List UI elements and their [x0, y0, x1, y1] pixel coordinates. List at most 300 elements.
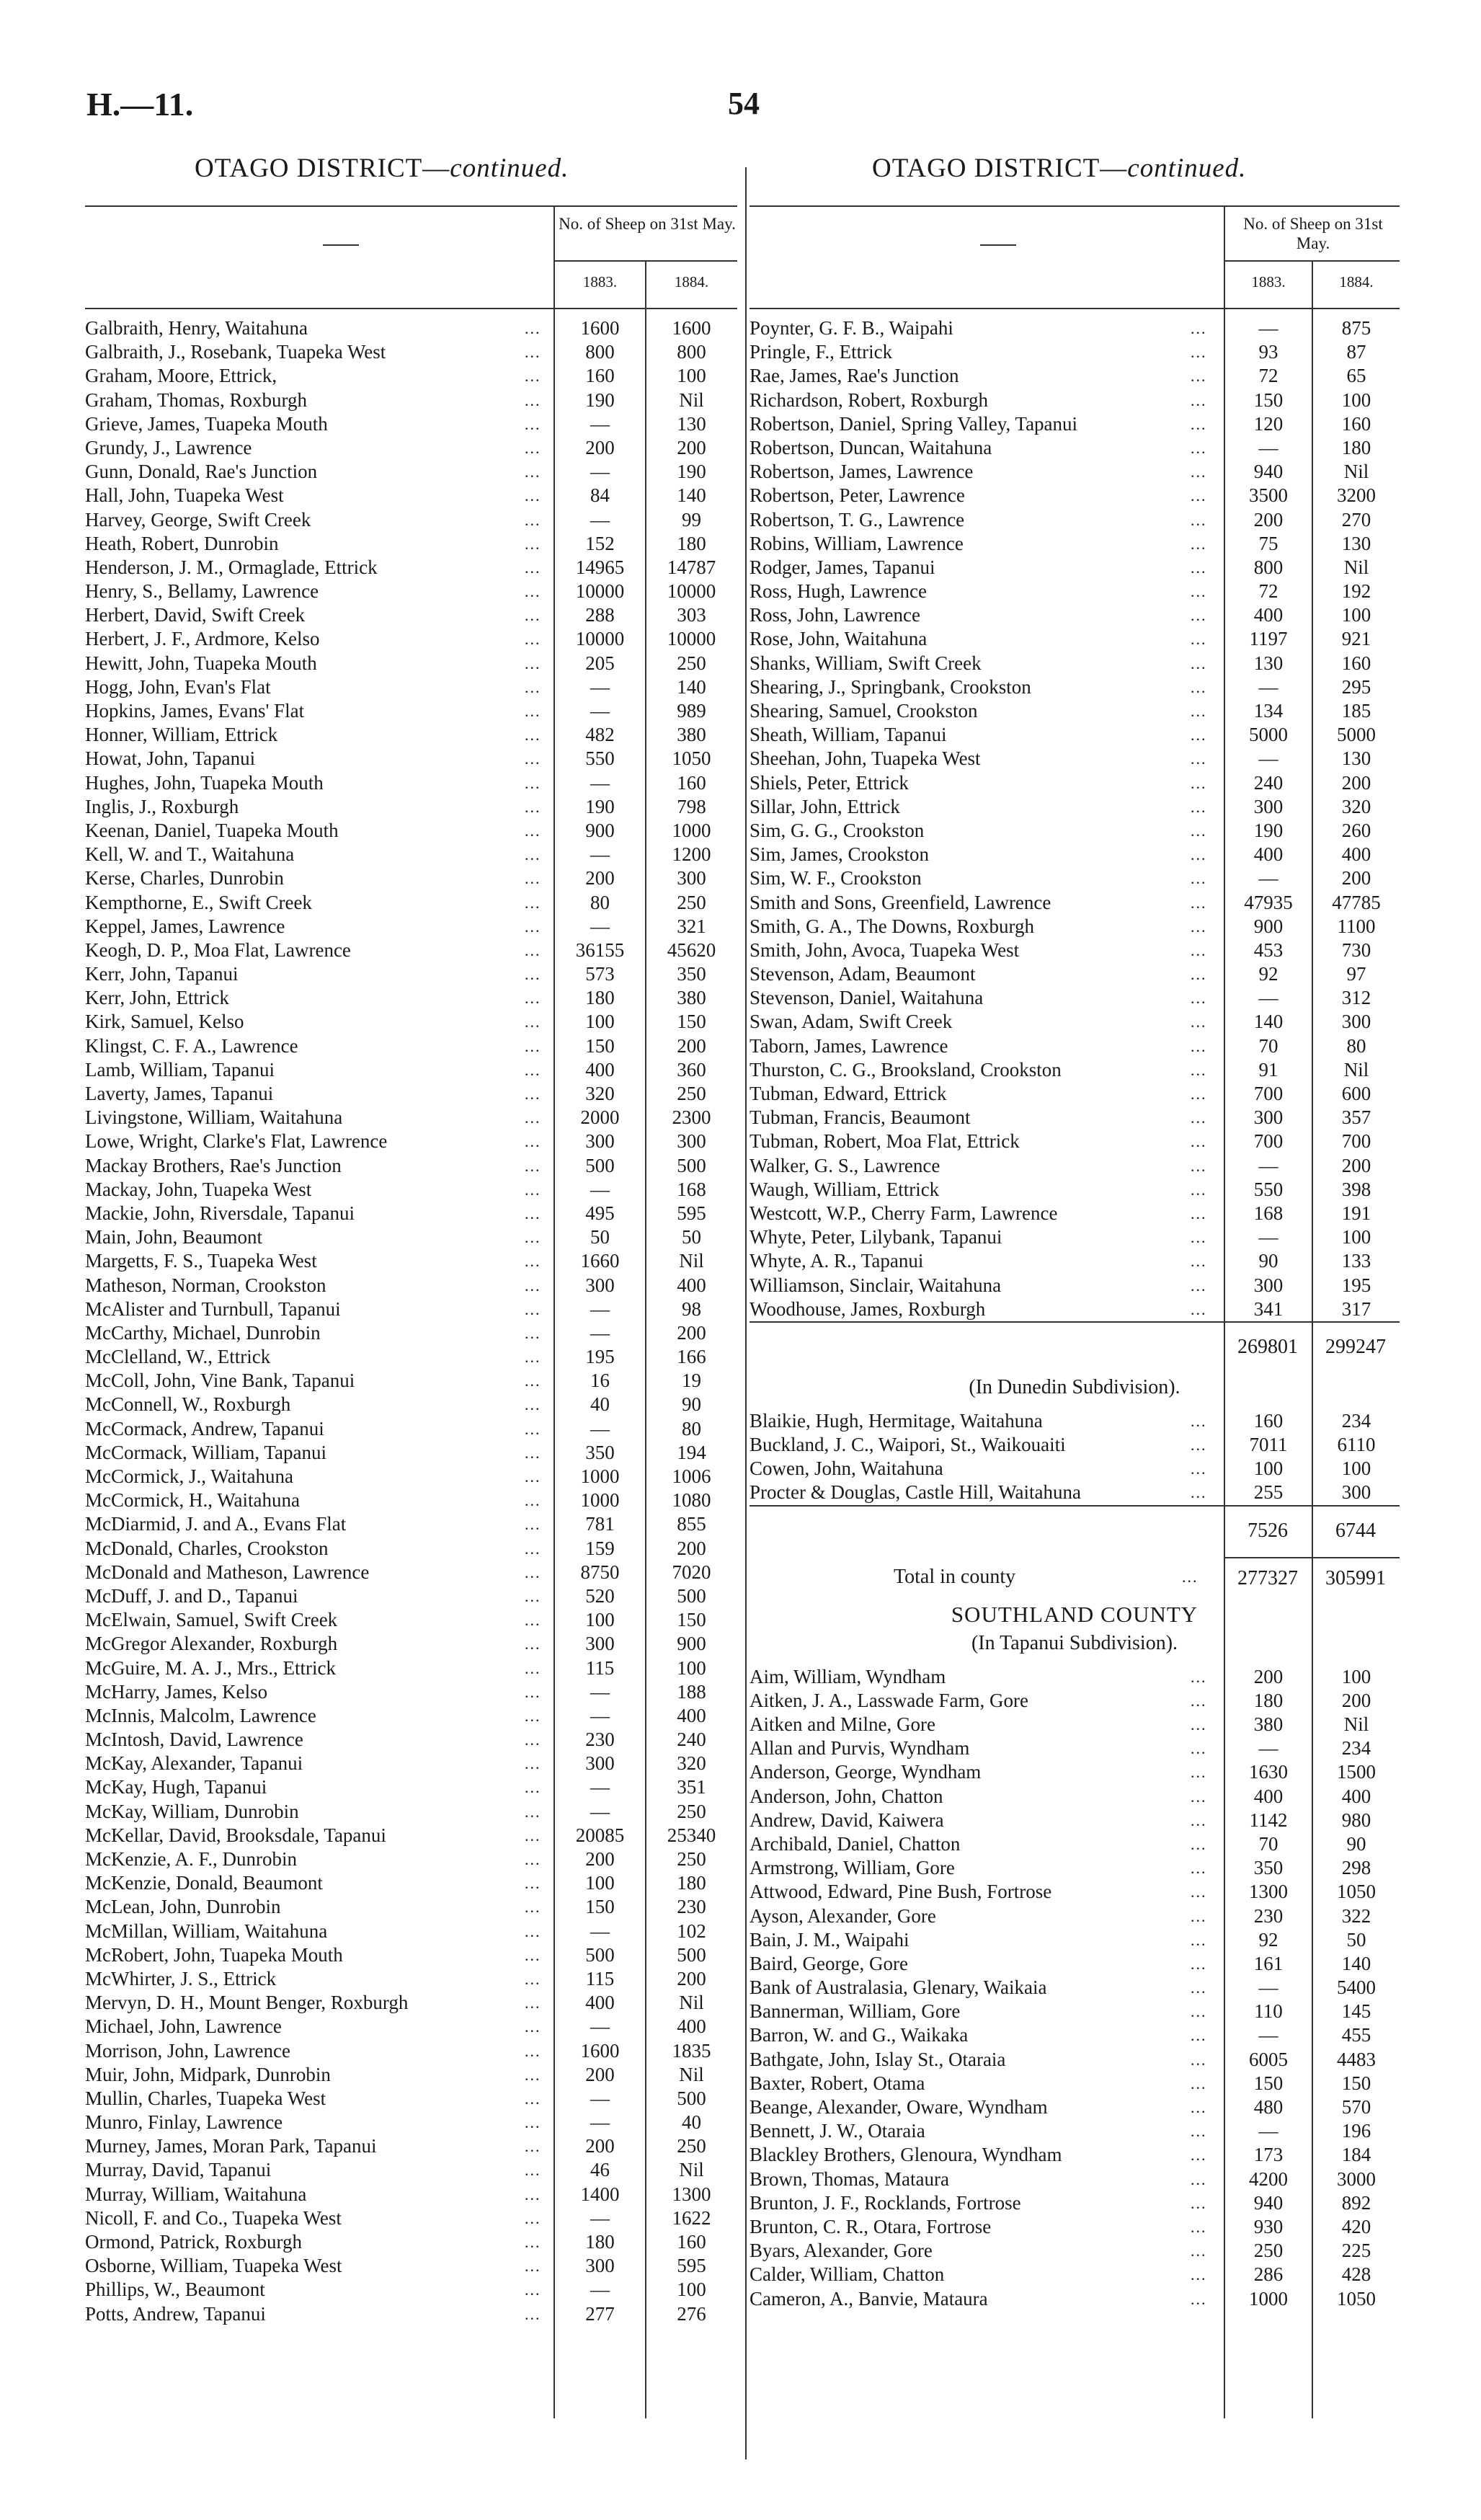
sheep-1883: —	[590, 2279, 610, 2301]
leader-dots: ...	[1191, 558, 1207, 577]
sheep-1884: 200	[677, 1967, 706, 1989]
sheep-1883: 300	[585, 1274, 615, 1296]
table-row	[750, 2239, 1400, 2263]
owner-name: Robertson, Duncan, Waitahuna	[750, 436, 992, 458]
sheep-1883: 1300	[1249, 1881, 1288, 1903]
sheep-1883: 140	[1253, 1011, 1284, 1033]
sheep-1884: 150	[677, 1609, 706, 1631]
sheep-1883: 84	[590, 484, 610, 507]
sheep-1883: 93	[1258, 341, 1278, 363]
sheep-1883: 190	[585, 389, 615, 411]
leader-dots: ...	[1191, 1834, 1207, 1853]
leader-dots: ...	[1191, 343, 1207, 362]
owner-name: Herbert, David, Swift Creek	[85, 604, 306, 626]
leader-dots: ...	[1191, 2217, 1207, 2236]
owner-name: McKay, Hugh, Tapanui	[85, 1776, 267, 1798]
leader-dots: ...	[525, 1515, 541, 1534]
sheep-1884: Nil	[1343, 556, 1369, 578]
owner-name: Westcott, W.P., Cherry Farm, Lawrence	[750, 1202, 1058, 1224]
table-row	[750, 771, 1400, 795]
sheep-1884: 380	[677, 987, 706, 1009]
sheep-1883: 400	[585, 1992, 615, 2014]
sheep-1884: 100	[1341, 389, 1371, 411]
owner-name: Lamb, William, Tapanui	[85, 1058, 275, 1081]
owner-name: Aim, William, Wyndham	[750, 1665, 946, 1687]
sheep-1884: 595	[677, 1202, 706, 1224]
sheep-1884: 200	[677, 1537, 706, 1559]
leader-dots: ...	[1191, 1667, 1207, 1686]
owner-name: Archibald, Daniel, Chatton	[750, 1832, 961, 1855]
table-row	[750, 795, 1400, 819]
leader-dots: ...	[1191, 821, 1207, 840]
owner-name: Murray, David, Tapanui	[85, 2159, 272, 2181]
sheep-1884: 6110	[1337, 1434, 1376, 1456]
owner-name: Robertson, Daniel, Spring Valley, Tapanui	[750, 412, 1078, 435]
sheep-1883: —	[1258, 675, 1278, 698]
sheep-1883: 550	[1253, 1178, 1284, 1200]
sheep-1884: 398	[1341, 1178, 1371, 1200]
leader-dots: ...	[525, 1276, 541, 1295]
leader-dots: ...	[525, 989, 541, 1008]
table-row	[85, 1680, 737, 1704]
sheep-1884: 190	[677, 461, 706, 483]
sheep-1883: —	[590, 843, 610, 866]
sheep-1883: 350	[585, 1441, 615, 1463]
table-row	[85, 1967, 737, 1991]
leader-dots: ...	[1191, 2289, 1207, 2308]
leader-dots: ...	[1191, 1132, 1207, 1151]
sheep-1883: 75	[1258, 532, 1278, 554]
leader-dots: ...	[1191, 1060, 1207, 1079]
table-row	[85, 795, 737, 819]
leader-dots: ...	[525, 1611, 541, 1630]
owner-name: McConnell, W., Roxburgh	[85, 1393, 291, 1416]
leader-dots: ...	[525, 1994, 541, 2013]
sheep-1883: 300	[585, 1752, 615, 1775]
right-rows-otago	[750, 309, 1400, 1321]
leader-dots: ...	[1191, 726, 1207, 745]
sheep-1883: 40	[590, 1393, 610, 1416]
table-row	[750, 1809, 1400, 1832]
table-row	[85, 1154, 737, 1178]
sheep-1883: 72	[1258, 580, 1278, 603]
leader-dots: ...	[525, 367, 541, 386]
owner-name: Galbraith, J., Rosebank, Tuapeka West	[85, 341, 386, 363]
leader-dots: ...	[1191, 797, 1207, 816]
sheep-1884: 317	[1341, 1297, 1371, 1320]
sheep-1883: 180	[585, 2231, 615, 2253]
owner-name: Honner, William, Ettrick	[85, 724, 278, 746]
owner-name: Shanks, William, Swift Creek	[750, 652, 982, 674]
leader-dots: ...	[525, 1539, 541, 1558]
sheep-1884: 40	[682, 2111, 701, 2134]
sheep-1883: 500	[585, 1154, 615, 1176]
table-row	[85, 508, 737, 532]
column-divider	[745, 167, 747, 2459]
owner-name: Walker, G. S., Lawrence	[750, 1154, 940, 1176]
sheep-1883: 190	[1253, 819, 1284, 841]
leader-dots: ...	[1191, 2266, 1207, 2284]
leader-dots: ...	[1191, 1109, 1207, 1127]
leader-dots: ...	[525, 773, 541, 792]
table-row	[750, 1736, 1400, 1760]
owner-name: Sim, W. F., Crookston	[750, 867, 922, 889]
sheep-1884: 1080	[672, 1489, 711, 1512]
leader-dots: ...	[525, 2209, 541, 2227]
owner-name: Bannerman, William, Gore	[750, 2000, 961, 2023]
owner-name: Kerr, John, Tapanui	[85, 963, 239, 985]
table-row	[85, 2278, 737, 2302]
sheep-1883: —	[1258, 1154, 1278, 1176]
sheep-1884: 192	[1341, 580, 1371, 603]
leader-dots: ...	[1191, 1300, 1207, 1318]
sheep-1883: 300	[1253, 795, 1284, 817]
leader-dots: ...	[525, 1132, 541, 1151]
leader-dots: ...	[1191, 630, 1207, 649]
owner-name: McKay, Alexander, Tapanui	[85, 1752, 303, 1775]
sheep-1884: 180	[677, 532, 706, 554]
leader-dots: ...	[525, 438, 541, 457]
leader-dots: ...	[525, 1826, 541, 1845]
sheep-1883: 6005	[1249, 2048, 1288, 2070]
sheep-1883: 1000	[1249, 2287, 1288, 2310]
sheep-1884: 875	[1341, 317, 1371, 339]
report-reference: H.—11.	[86, 86, 194, 123]
sheep-1883: 300	[585, 1130, 615, 1153]
owner-name: Morrison, John, Lawrence	[85, 2039, 290, 2062]
sheep-1883: 1197	[1249, 628, 1288, 650]
sheep-1884: 321	[677, 915, 706, 937]
table-row	[85, 675, 737, 699]
leader-dots: ...	[525, 391, 541, 409]
sheep-1884: 145	[1341, 2000, 1371, 2023]
table-row	[85, 2183, 737, 2206]
sheep-count-heading: No. of Sheep on 31st May.	[1243, 215, 1383, 252]
table-row	[750, 1202, 1400, 1225]
table-row	[750, 1904, 1400, 1928]
leader-dots: ...	[1191, 1907, 1207, 1925]
sheep-1883: 1630	[1249, 1761, 1288, 1783]
leader-dots: ...	[1191, 2122, 1207, 2141]
owner-name: Poynter, G. F. B., Waipahi	[750, 317, 953, 339]
leader-dots: ...	[1191, 773, 1207, 792]
table-row	[85, 1321, 737, 1345]
leader-dots: ...	[525, 917, 541, 936]
leader-dots: ...	[525, 1659, 541, 1677]
sheep-1884: 168	[677, 1178, 706, 1200]
leader-dots: ...	[1182, 1567, 1198, 1586]
table-row	[750, 986, 1400, 1010]
leader-dots: ...	[525, 750, 541, 768]
sheep-1884: 730	[1341, 939, 1371, 961]
leader-dots: ...	[525, 2137, 541, 2156]
leader-dots: ...	[525, 2185, 541, 2204]
sheep-1883: —	[590, 1417, 610, 1439]
left-column-title	[195, 153, 569, 184]
sheep-1883: 453	[1253, 939, 1284, 961]
table-row	[750, 1178, 1400, 1202]
owner-name: McClelland, W., Ettrick	[85, 1346, 271, 1368]
table-row	[85, 1106, 737, 1130]
sheep-1883: 90	[1258, 1250, 1278, 1272]
leader-dots: ...	[525, 2233, 541, 2251]
sheep-1883: 110	[1254, 2000, 1283, 2023]
owner-name: Shearing, Samuel, Crookston	[750, 700, 978, 722]
sheep-1883: —	[1258, 747, 1278, 770]
leader-dots: ...	[525, 869, 541, 888]
sheep-1884: 100	[1341, 1665, 1371, 1687]
sheep-1883: —	[590, 2087, 610, 2109]
leader-dots: ...	[525, 582, 541, 601]
leader-dots: ...	[525, 1922, 541, 1940]
leader-dots: ...	[525, 1802, 541, 1821]
sheep-1883: 7011	[1249, 1434, 1288, 1456]
owner-name: McRobert, John, Tuapeka Mouth	[85, 1943, 343, 1966]
owner-name: Rodger, James, Tapanui	[750, 556, 935, 578]
subtotal-1883: 269801	[1237, 1335, 1298, 1358]
owner-name: McIntosh, David, Lawrence	[85, 1729, 303, 1751]
left-col-rule-2	[645, 306, 646, 2418]
table-row	[85, 2039, 737, 2063]
sheep-1884: 200	[1341, 1154, 1371, 1176]
sheep-1884: Nil	[1343, 461, 1369, 483]
sheep-1883: 100	[585, 1872, 615, 1894]
leader-dots: ...	[1191, 2170, 1207, 2188]
right-title-italic: continued.	[1127, 154, 1247, 183]
year-1883-heading: 1883.	[1251, 273, 1286, 290]
year-1884-heading: 1884.	[1339, 273, 1374, 290]
sheep-1883: 1660	[580, 1250, 620, 1272]
owner-name: Nicoll, F. and Co., Tuapeka West	[85, 2206, 342, 2229]
table-row	[85, 1082, 737, 1106]
sheep-1883: 134	[1253, 700, 1284, 722]
sheep-1884: 455	[1341, 2024, 1371, 2046]
table-row	[750, 1297, 1400, 1321]
sheep-1883: 800	[1253, 556, 1284, 578]
southland-county-heading: SOUTHLAND COUNTY	[951, 1601, 1198, 1627]
sheep-1884: 400	[677, 2015, 706, 2038]
owner-name: Bank of Australasia, Glenary, Waikaia	[750, 1976, 1047, 1999]
owner-name: Hogg, John, Evan's Flat	[85, 675, 271, 698]
sheep-1884: 500	[677, 1943, 706, 1966]
owner-name: McCormack, William, Tapanui	[85, 1441, 326, 1463]
leader-dots: ...	[1191, 1811, 1207, 1829]
owner-name: Gunn, Donald, Rae's Junction	[85, 461, 318, 483]
owner-name: McMillan, William, Waitahuna	[85, 1920, 328, 1942]
header-dash	[323, 244, 359, 246]
leader-dots: ...	[1191, 2193, 1207, 2212]
leader-dots: ...	[1191, 438, 1207, 457]
sheep-1884: 90	[682, 1393, 701, 1416]
sheep-1884: Nil	[679, 389, 704, 411]
sheep-1884: 420	[1341, 2215, 1371, 2237]
sheep-1884: 10000	[667, 628, 716, 650]
owner-name: Rae, James, Rae's Junction	[750, 365, 959, 387]
sheep-1883: 150	[585, 1896, 615, 1918]
leader-dots: ...	[525, 343, 541, 362]
table-row	[750, 2000, 1400, 2023]
sheep-1884: 100	[1341, 604, 1371, 626]
owner-name: Mackay, John, Tuapeka West	[85, 1178, 312, 1200]
leader-dots: ...	[525, 463, 541, 482]
table-row	[750, 556, 1400, 580]
leader-dots: ...	[1191, 1787, 1207, 1806]
table-row	[750, 2119, 1400, 2143]
owner-name: Munro, Finlay, Lawrence	[85, 2111, 283, 2134]
table-row	[750, 723, 1400, 747]
sheep-1883: —	[1258, 1976, 1278, 1999]
owner-name: Keenan, Daniel, Tuapeka Mouth	[85, 819, 339, 841]
table-row	[750, 340, 1400, 364]
leader-dots: ...	[1191, 1180, 1207, 1199]
owner-name: McCormick, J., Waitahuna	[85, 1465, 294, 1487]
table-row	[85, 532, 737, 556]
owner-name: Lowe, Wright, Clarke's Flat, Lawrence	[85, 1130, 388, 1153]
leader-dots: ...	[525, 1252, 541, 1271]
owner-name: Main, John, Beaumont	[85, 1226, 262, 1248]
sheep-1883: —	[590, 771, 610, 794]
table-row	[85, 1537, 737, 1561]
sheep-1884: 855	[677, 1513, 706, 1535]
sheep-1884: Nil	[679, 2159, 704, 2181]
owner-name: Baird, George, Gore	[750, 1952, 908, 1974]
sheep-1884: 80	[682, 1417, 701, 1439]
right-table-header	[750, 205, 1400, 309]
owner-name: Kempthorne, E., Swift Creek	[85, 891, 312, 913]
table-row	[85, 1465, 737, 1489]
table-row	[750, 1760, 1400, 1784]
owner-name: McDonald, Charles, Crookston	[85, 1537, 329, 1559]
table-row	[750, 1058, 1400, 1082]
leader-dots: ...	[525, 606, 541, 625]
table-row	[85, 939, 737, 962]
sheep-1884: 225	[1341, 2240, 1371, 2262]
sheep-1884: 100	[1341, 1458, 1371, 1480]
sheep-1884: 989	[677, 700, 706, 722]
leader-dots: ...	[525, 1778, 541, 1797]
dunedin-subdivision-heading: (In Dunedin Subdivision).	[969, 1375, 1180, 1398]
sheep-1884: 4483	[1337, 2048, 1376, 2070]
table-row	[85, 603, 737, 627]
table-row	[85, 1584, 737, 1608]
leader-dots: ...	[1191, 2026, 1207, 2045]
leader-dots: ...	[525, 1109, 541, 1127]
leader-dots: ...	[1191, 367, 1207, 386]
table-row	[85, 1034, 737, 1058]
leader-dots: ...	[1191, 1013, 1207, 1031]
table-row	[85, 771, 737, 795]
sheep-1883: 150	[1253, 389, 1284, 411]
owner-name: Tubman, Robert, Moa Flat, Ettrick	[750, 1130, 1020, 1153]
table-row	[85, 1393, 737, 1416]
sheep-1884: 900	[677, 1633, 706, 1655]
header-rule	[553, 207, 555, 308]
table-row	[750, 1409, 1400, 1433]
sheep-1883: 10000	[575, 628, 625, 650]
table-row	[85, 1847, 737, 1871]
sheep-1883: 341	[1253, 1297, 1284, 1320]
sheep-1884: 921	[1341, 628, 1371, 650]
table-row	[750, 1225, 1400, 1249]
owner-name: Kerse, Charles, Dunrobin	[85, 867, 284, 889]
sheep-1883: —	[590, 915, 610, 937]
sheep-1883: 72	[1258, 365, 1278, 387]
leader-dots: ...	[525, 2041, 541, 2060]
owner-name: Aitken and Milne, Gore	[750, 1713, 935, 1735]
sheep-1884: 600	[1341, 1083, 1371, 1104]
leader-dots: ...	[1191, 1460, 1207, 1478]
leader-dots: ...	[525, 1085, 541, 1103]
sheep-1883: 5000	[1249, 724, 1288, 746]
owner-name: Sillar, John, Ettrick	[750, 795, 900, 817]
sheep-1884: 25340	[667, 1824, 716, 1846]
sheep-1884: 87	[1346, 341, 1366, 363]
leader-dots: ...	[1191, 1156, 1207, 1175]
owner-name: Aitken, J. A., Lasswade Farm, Gore	[750, 1689, 1028, 1711]
sheep-1884: Nil	[1343, 1058, 1369, 1081]
leader-dots: ...	[1191, 1691, 1207, 1710]
leader-dots: ...	[525, 1037, 541, 1055]
sheep-1884: 14787	[667, 556, 716, 578]
sheep-1883: 160	[585, 365, 615, 387]
table-row	[750, 1689, 1400, 1713]
sheep-1884: 1006	[672, 1465, 711, 1487]
table-row	[85, 962, 737, 986]
table-row	[750, 2191, 1400, 2215]
table-row	[85, 1512, 737, 1536]
leader-dots: ...	[525, 1372, 541, 1390]
sheep-1883: —	[590, 1680, 610, 1703]
table-row	[85, 1369, 737, 1393]
leader-dots: ...	[1191, 463, 1207, 482]
left-column	[85, 205, 737, 2326]
table-row	[85, 843, 737, 866]
leader-dots: ...	[525, 2257, 541, 2276]
sheep-1884: 140	[677, 675, 706, 698]
owner-name: Bennett, J. W., Otaraia	[750, 2120, 925, 2142]
leader-dots: ...	[525, 1706, 541, 1725]
leader-dots: ...	[525, 534, 541, 553]
leader-dots: ...	[1191, 606, 1207, 625]
owner-name: McAlister and Turnbull, Tapanui	[85, 1297, 341, 1320]
sheep-1884: 140	[677, 484, 706, 507]
sheep-1884: 312	[1341, 987, 1371, 1009]
sheep-1883: 277	[585, 2302, 615, 2325]
sheep-1884: 50	[1346, 1928, 1366, 1951]
leader-dots: ...	[525, 1204, 541, 1223]
owner-name: Stevenson, Adam, Beaumont	[750, 963, 976, 985]
leader-dots: ...	[525, 2089, 541, 2108]
sheep-1883: 230	[1253, 1904, 1284, 1927]
leader-dots: ...	[525, 1396, 541, 1414]
sheep-1884: 298	[1341, 1857, 1371, 1879]
sheep-1883: 100	[1253, 1458, 1284, 1480]
table-row	[85, 2111, 737, 2134]
table-row	[750, 1952, 1400, 1976]
sheep-1884: 180	[677, 1872, 706, 1894]
subtotal-1884: 299247	[1325, 1335, 1386, 1358]
sheep-1883: 173	[1253, 2144, 1284, 2166]
owner-name: Bathgate, John, Islay St., Otaraia	[750, 2048, 1006, 2070]
leader-dots: ...	[525, 1898, 541, 1917]
leader-dots: ...	[525, 319, 541, 337]
owner-name: Ross, John, Lawrence	[750, 604, 920, 626]
sheep-1883: 36155	[575, 939, 625, 961]
sheep-1883: 70	[1258, 1034, 1278, 1057]
leader-dots: ...	[525, 510, 541, 529]
owner-name: Robins, William, Lawrence	[750, 532, 964, 554]
sheep-1883: 480	[1253, 2096, 1284, 2118]
